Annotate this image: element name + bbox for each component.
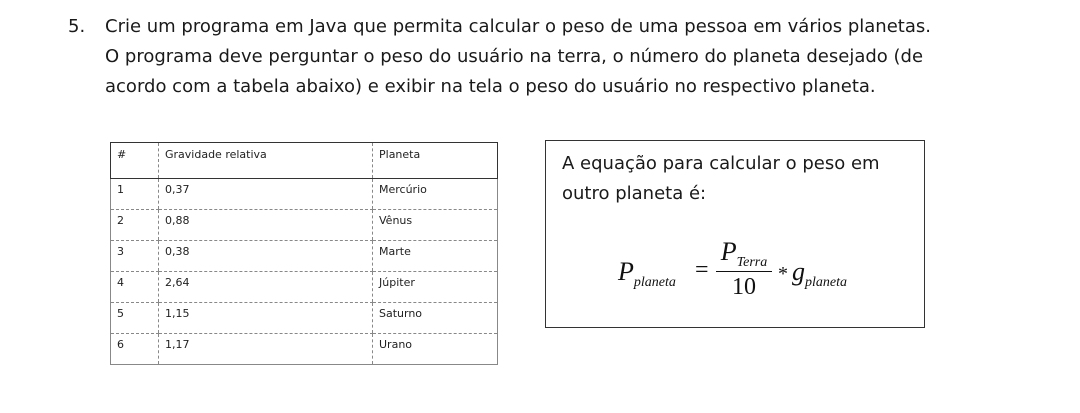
cell-gravity: 2,64	[159, 272, 373, 303]
formula-box	[545, 140, 925, 328]
table-row	[111, 272, 498, 303]
cell-planet: Vênus	[373, 210, 498, 241]
table-row	[111, 210, 498, 241]
cell-number: 4	[111, 272, 159, 303]
cell-number: 6	[111, 334, 159, 365]
planet-gravity-table	[110, 142, 498, 365]
formula-intro-line: outro planeta é:	[562, 183, 707, 204]
table-row	[111, 179, 498, 210]
formula-intro	[562, 149, 902, 209]
question-number: 5.	[68, 16, 86, 37]
weight-equation	[612, 237, 912, 307]
equals-sign: =	[695, 257, 709, 283]
multiply-operator: *	[778, 263, 788, 285]
numerator-subscript: Terra	[736, 255, 768, 270]
cell-number: 5	[111, 303, 159, 334]
cell-gravity: 0,37	[159, 179, 373, 210]
table-row	[111, 334, 498, 365]
fraction-numerator	[716, 237, 772, 271]
cell-number: 1	[111, 179, 159, 210]
column-header-number: #	[111, 143, 159, 179]
formula-intro-line: A equação para calcular o peso em	[562, 153, 880, 174]
question-line: acordo com a tabela abaixo) e exibir na tela o peso do usuário no respectivo planeta.	[105, 76, 876, 97]
cell-planet: Mercúrio	[373, 179, 498, 210]
question-line: Crie um programa em Java que permita calcular o peso de uma pessoa em vários planetas.	[105, 16, 931, 37]
column-header-planet: Planeta	[373, 143, 498, 179]
cell-number: 2	[111, 210, 159, 241]
numerator-symbol: P	[720, 237, 737, 266]
column-header-gravity: Gravidade relativa	[159, 143, 373, 179]
fraction-denominator: 10	[732, 274, 756, 300]
cell-number: 3	[111, 241, 159, 272]
cell-planet: Urano	[373, 334, 498, 365]
cell-gravity: 0,88	[159, 210, 373, 241]
table-header-row	[111, 143, 498, 179]
cell-planet: Marte	[373, 241, 498, 272]
fraction-bar	[716, 271, 772, 272]
question-text	[105, 12, 1058, 102]
table-row	[111, 303, 498, 334]
cell-gravity: 1,15	[159, 303, 373, 334]
lhs-subscript: planeta	[633, 275, 676, 290]
rhs-subscript: planeta	[805, 275, 847, 290]
rhs-symbol: g	[792, 257, 805, 286]
lhs-symbol: P	[618, 257, 634, 286]
table-row	[111, 241, 498, 272]
equation-fraction	[716, 237, 772, 307]
cell-planet: Júpiter	[373, 272, 498, 303]
equation-rhs	[778, 257, 847, 291]
equation-lhs	[618, 257, 676, 291]
cell-gravity: 1,17	[159, 334, 373, 365]
cell-planet: Saturno	[373, 303, 498, 334]
cell-gravity: 0,38	[159, 241, 373, 272]
question-5	[68, 12, 1058, 102]
question-line: O programa deve perguntar o peso do usuário na terra, o número do planeta desejado (de	[105, 46, 924, 67]
